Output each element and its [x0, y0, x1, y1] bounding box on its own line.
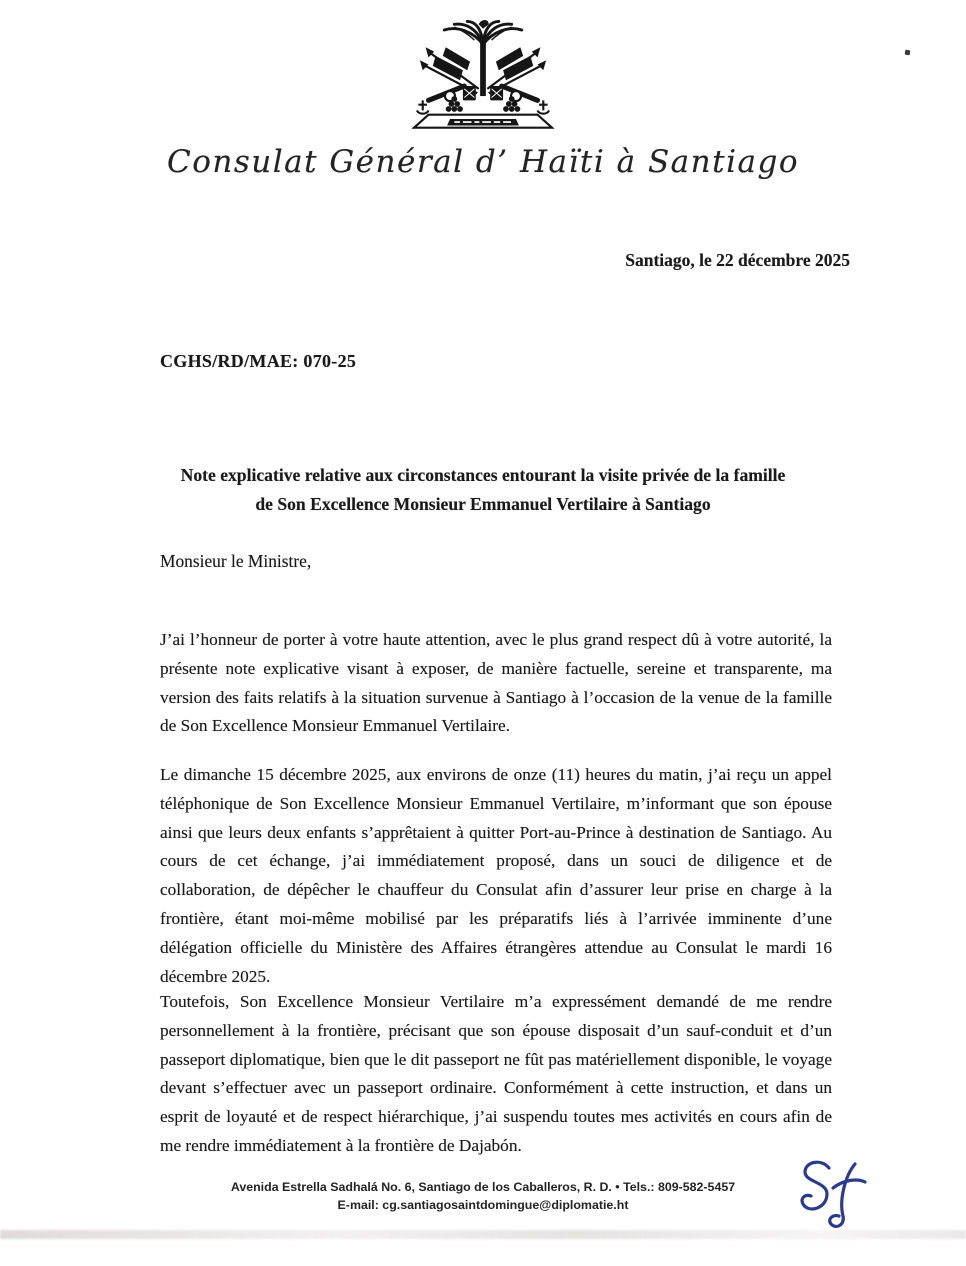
document-title [148, 461, 818, 519]
footer-address: Avenida Estrella Sadhalá No. 6, Santiago de los Caballeros, R. D. • Tels.: 809-582-5457 [230, 1180, 736, 1194]
reference-number: CGHS/RD/MAE: 070-25 [160, 351, 357, 371]
paragraph-1: J’ai l’honneur de porter à votre haute attention, avec le plus grand respect dû à votre autorité, la présente note explicative visant à exposer, de manière factuelle, sereine et transparente, ma version des faits relatifs à la situation survenue à Santiago à l’occasion de la venue de la famille de Son Excellence Monsieur Emmanuel Vertilaire. [160, 630, 832, 736]
scan-artifact-dot [905, 50, 911, 56]
paragraph-3: Toutefois, Son Excellence Monsieur Vertilaire m’a expressément demandé de me rendre personnellement à la frontière, précisant que son épouse disposait d’un sauf-conduit et d’un passeport diplomatique, bien que le dit passeport ne fût pas matériellement disponible, le voyage devant s’effectuer avec un passeport ordinaire. Conformément à cette instruction, et dans un esprit de loyauté et de respect hiérarchique, j’ai suspendu toutes mes activités en cours afin de me rendre immédiatement à la frontière de Dajabón. [160, 992, 832, 1155]
crest-container [0, 20, 966, 147]
paragraph-2: Le dimanche 15 décembre 2025, aux environs de onze (11) heures du matin, j’ai reçu un appel téléphonique de Son Excellence Monsieur Emmanuel Vertilaire, m’informant que son épouse ainsi que leurs deux enfants s’apprêtaient à quitter Port-au-Prince à destination de Santiago. Au cours de cet échange, j’ai immédiatement proposé, dans un souci de diligence et de collaboration, de dépêcher le chauffeur du Consulat afin d’assurer leur prise en charge à la frontière, étant moi-même mobilisé par les préparatifs liés à l’arrivée imminente d’une délégation officielle du Ministère des Affaires étrangères attendue au Consulat le mardi 16 décembre 2025. [160, 765, 832, 986]
signature-ink [793, 1156, 883, 1240]
document-title-line-1: Note explicative relative aux circonstances entourant la visite privée de la famille [180, 465, 786, 485]
date-line: Santiago, le 22 décembre 2025 [625, 250, 850, 270]
footer-email: E-mail: cg.santiagosaintdomingue@diplomatie.ht [337, 1198, 629, 1212]
salutation: Monsieur le Ministre, [160, 551, 312, 571]
scan-artifact-band [0, 1230, 966, 1239]
document-title-line-2: de Son Excellence Monsieur Emmanuel Vertilaire à Santiago [255, 494, 711, 514]
letterhead-organization: Consulat Général d’ Haïti à Santiago [166, 144, 799, 180]
haiti-coat-of-arms [404, 20, 562, 142]
signature-initials [793, 1156, 883, 1240]
